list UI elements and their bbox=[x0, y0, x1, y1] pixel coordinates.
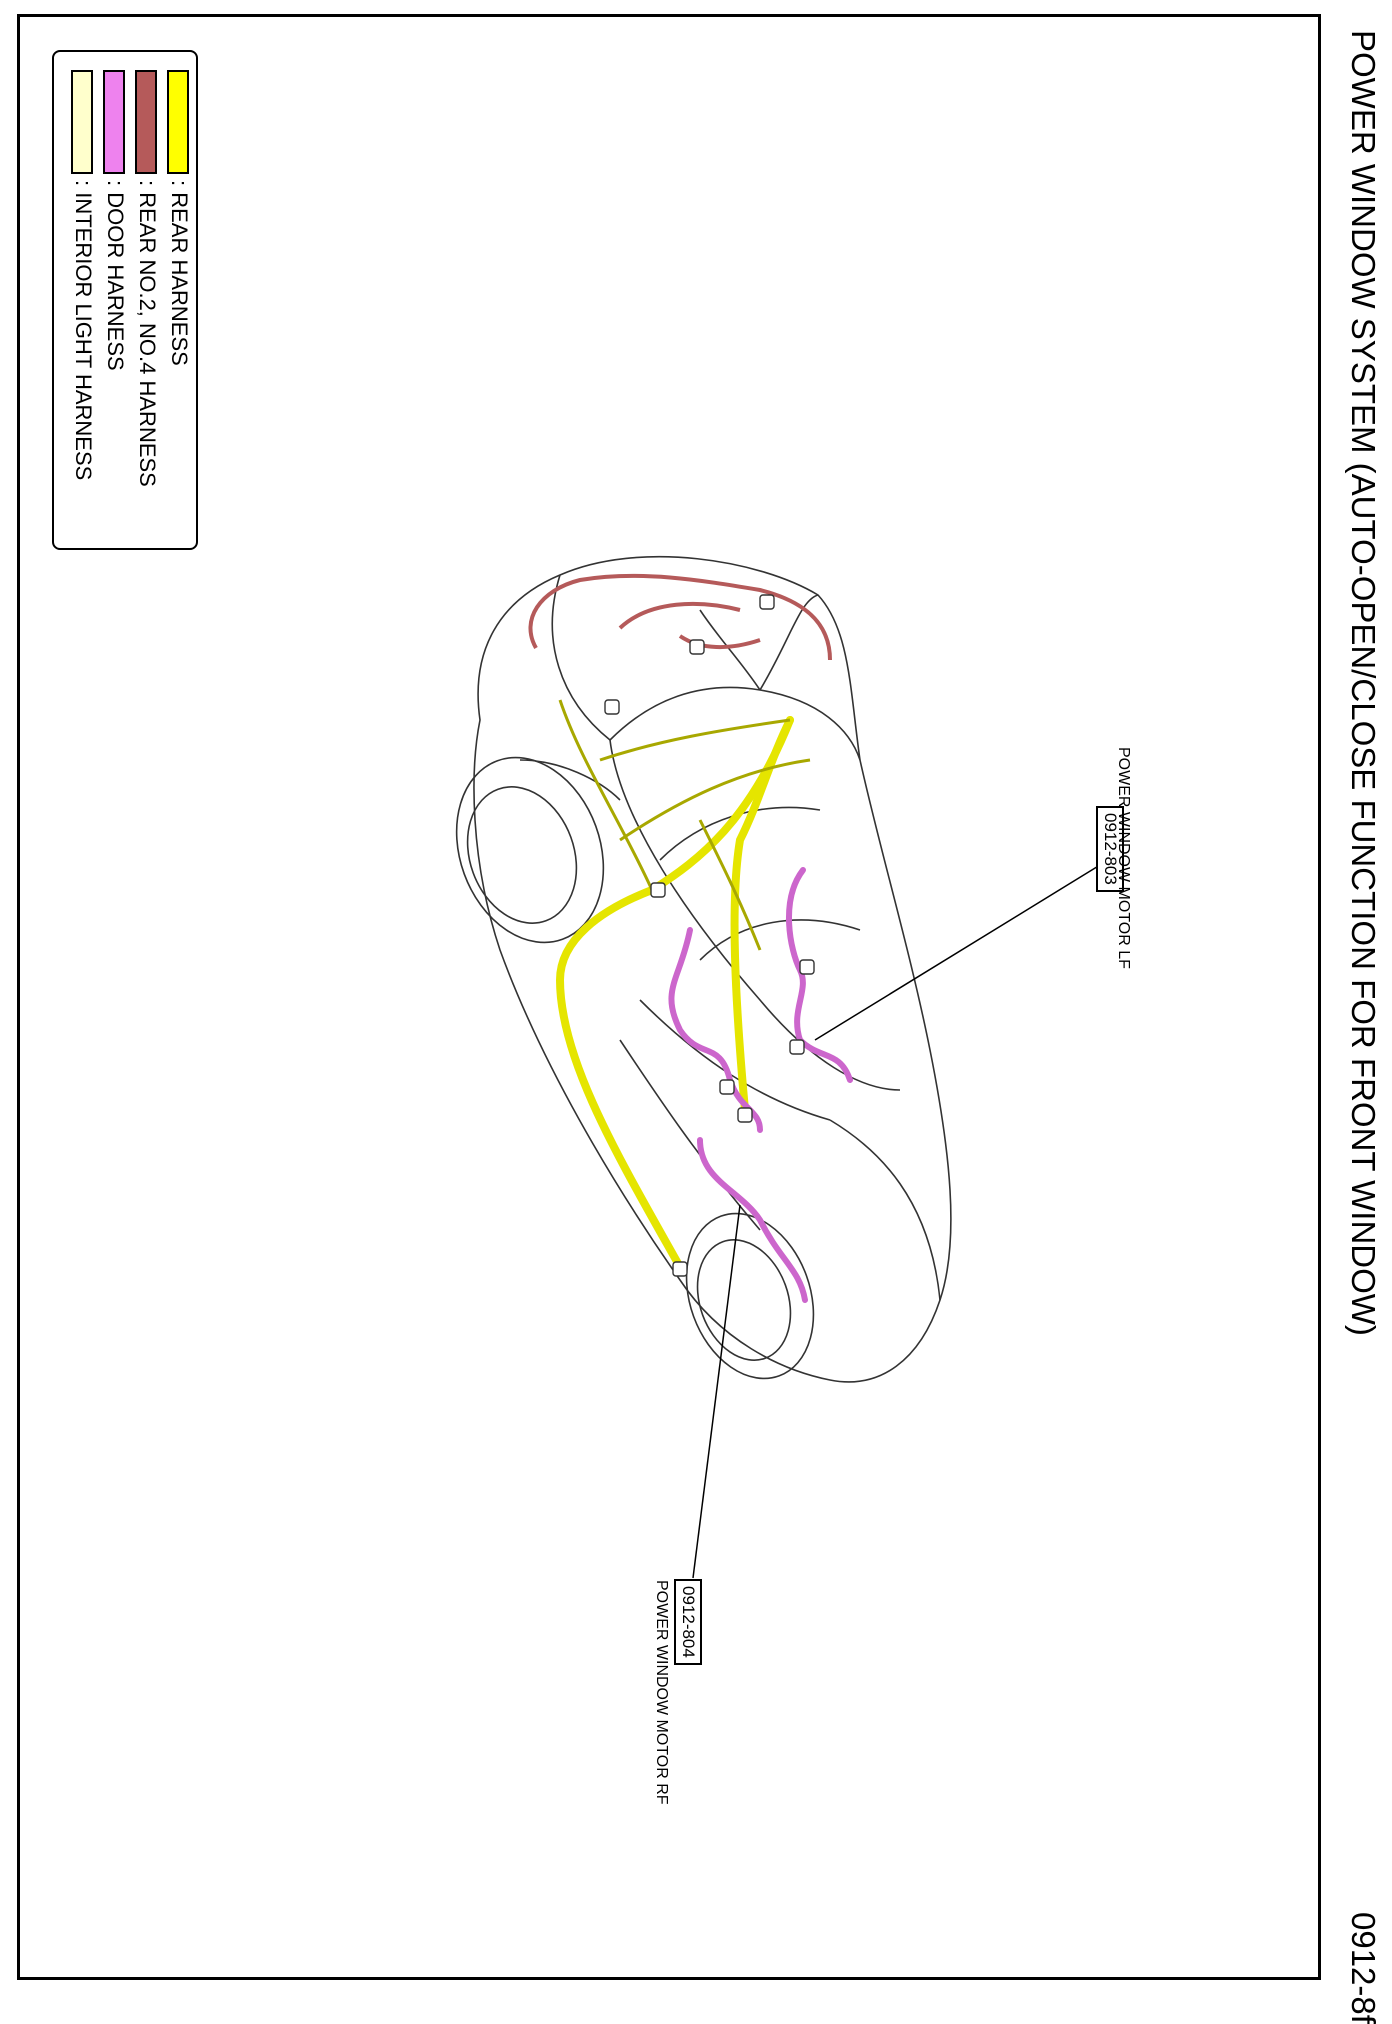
rear-harness-branches bbox=[560, 700, 810, 950]
legend-label-rear-no2-no4-harness: : REAR NO.2, NO.4 HARNESS bbox=[135, 180, 160, 487]
callout-leader-lines bbox=[693, 865, 1100, 1578]
legend-label-interior-light-harness: : INTERIOR LIGHT HARNESS bbox=[71, 180, 96, 481]
vehicle-body-outline bbox=[474, 557, 951, 1382]
page-title: POWER WINDOW SYSTEM (AUTO-OPEN/CLOSE FUNCTION FOR FRONT WINDOW) bbox=[1345, 30, 1382, 1336]
legend-label-rear-harness: : REAR HARNESS bbox=[167, 180, 192, 366]
rear-harness-route bbox=[560, 720, 790, 1267]
callout-code-rf: 0912-804 bbox=[674, 1579, 702, 1665]
callout-code-lf: 0912-803 bbox=[1096, 806, 1124, 892]
page-number: 0912-8f bbox=[1345, 1912, 1382, 2024]
rear-no2-no4-harness-route bbox=[530, 576, 830, 660]
callout-label-rf: POWER WINDOW MOTOR RF bbox=[653, 1580, 670, 1805]
wheel-arches bbox=[432, 737, 836, 1397]
legend-label-door-harness: : DOOR HARNESS bbox=[103, 180, 128, 371]
callout-label-lf: POWER WINDOW MOTOR LF bbox=[1115, 747, 1132, 969]
